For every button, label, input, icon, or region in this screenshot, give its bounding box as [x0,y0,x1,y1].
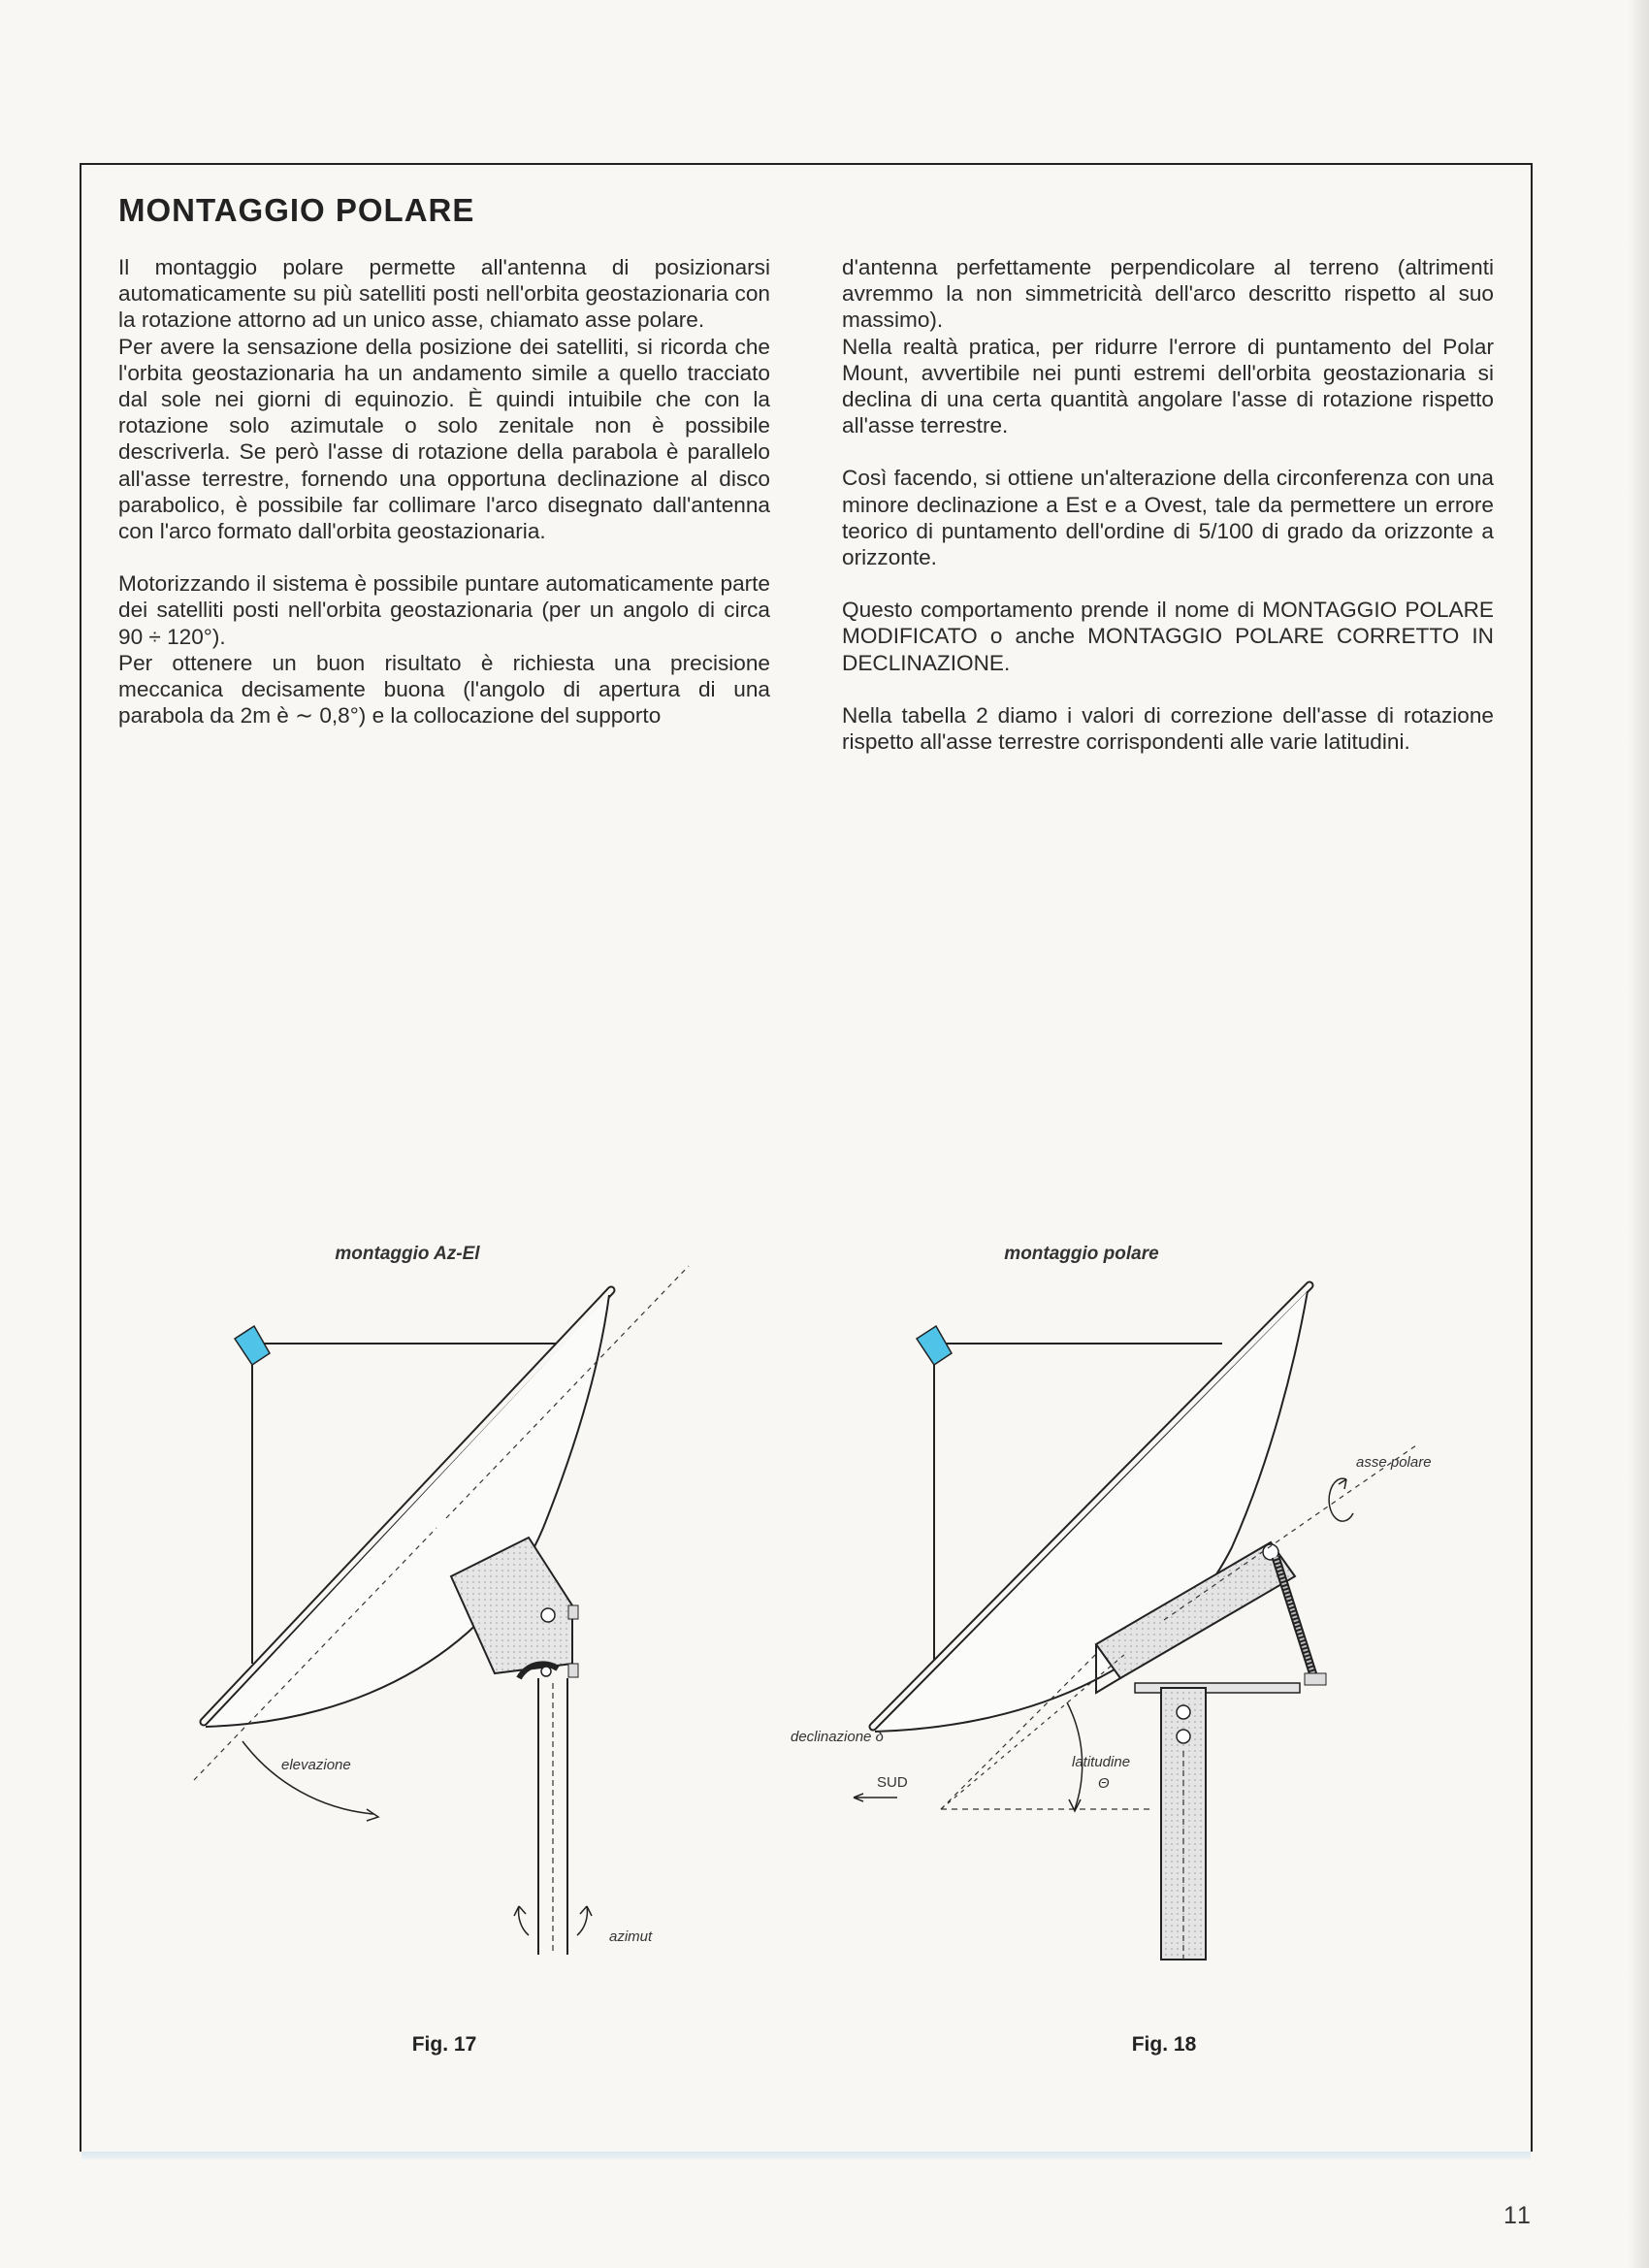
left-column [118,254,770,755]
figure18-caption: Fig. 18 [1131,2033,1197,2056]
azimuth-arrow-icon [514,1906,529,1935]
figure17-diagram [175,1237,698,1974]
left-paragraph-4: Per ottenere un buon risultato è richiesta una precisione meccanica decisamente buona (l'angolo di apertura di una parabola da 2m è ∼ 0,8°) e la collocazione del supporto [118,650,770,729]
figure17-caption: Fig. 17 [411,2033,477,2056]
page-edge-shadow [1628,0,1649,2268]
label-elevation: elevazione [281,1757,351,1773]
label-latitude: latitudine [1072,1754,1131,1770]
mount-pole [538,1678,567,1955]
right-paragraph-4: Questo comportamento prende il nome di MONTAGGIO POLARE MODIFICATO o anche MONTAGGIO POLARE CORRETTO IN DECLINAZIONE. [842,598,1494,675]
figure18-title: montaggio polare [1004,1244,1159,1264]
left-paragraph-3: Motorizzando il sistema è possibile puntare automaticamente parte dei satelliti posti nell'orbita geostazionaria (per un angolo di circa 90 ÷ 120°). [118,571,770,649]
frame-bottom-strip [81,2152,1531,2159]
rotation-arrow-icon [1329,1478,1353,1521]
feed-horn-icon [917,1326,952,1365]
label-south: SUD [877,1774,908,1791]
south-arrow-icon [854,1794,897,1801]
feed-horn-icon [235,1326,270,1365]
left-paragraph-1: Il montaggio polare permette all'antenna di posizionarsi automaticamente su più satelliti posti nell'orbita geostazionaria con la rotazione attorno ad un unico asse, chiamato asse polare. [118,255,770,333]
label-theta: Θ [1098,1775,1110,1792]
page-title: MONTAGGIO POLARE [118,192,475,228]
label-azimuth: azimut [609,1928,653,1945]
figure17-title: montaggio Az-El [335,1244,480,1264]
label-declination: declinazione δ [791,1729,884,1745]
right-paragraph-2: Nella realtà pratica, per ridurre l'errore di puntamento del Polar Mount, avvertibile nei punti estremi dell'orbita geostazionaria si declina di una certa quantità angolare l'asse di rotazione rispetto all'asse terrestre. [842,334,1494,438]
elevation-arc [242,1741,373,1814]
right-paragraph-3: Così facendo, si ottiene un'alterazione della circonferenza con una minore declinazione a Est e a Ovest, tale da permettere un errore teorico di puntamento dell'ordine di 5/100 di grado da orizzonte a orizzonte. [842,466,1494,570]
left-paragraph-2: Per avere la sensazione della posizione dei satelliti, si ricorda che l'orbita geostazionaria ha un andamento simile a quello tracciato dal sole nei giorni di equinozio. È quindi intuibile che con la rotazione solo azimutale o solo zenitale non è possibile descriverla. Se però l'asse di rotazione della parabola è parallelo all'asse terrestre, fornendo una opportuna declinazione al disco parabolico, è possibile far collimare l'arco disegnato dall'antenna con l'arco formato dall'orbita geostazionaria. [118,334,770,544]
label-polar-axis: asse polare [1356,1454,1432,1471]
page-number: 11 [1504,2202,1533,2229]
figure18-diagram [791,1237,1445,1974]
right-paragraph-5: Nella tabella 2 diamo i valori di correzione dell'asse di rotazione rispetto all'asse terrestre corrispondenti alle varie latitudini. [842,702,1494,755]
right-column [842,254,1494,781]
right-paragraph-1: d'antenna perfettamente perpendicolare al terreno (altrimenti avremmo la non simmetricità dell'arco descritto rispetto al suo massimo). [842,255,1494,333]
